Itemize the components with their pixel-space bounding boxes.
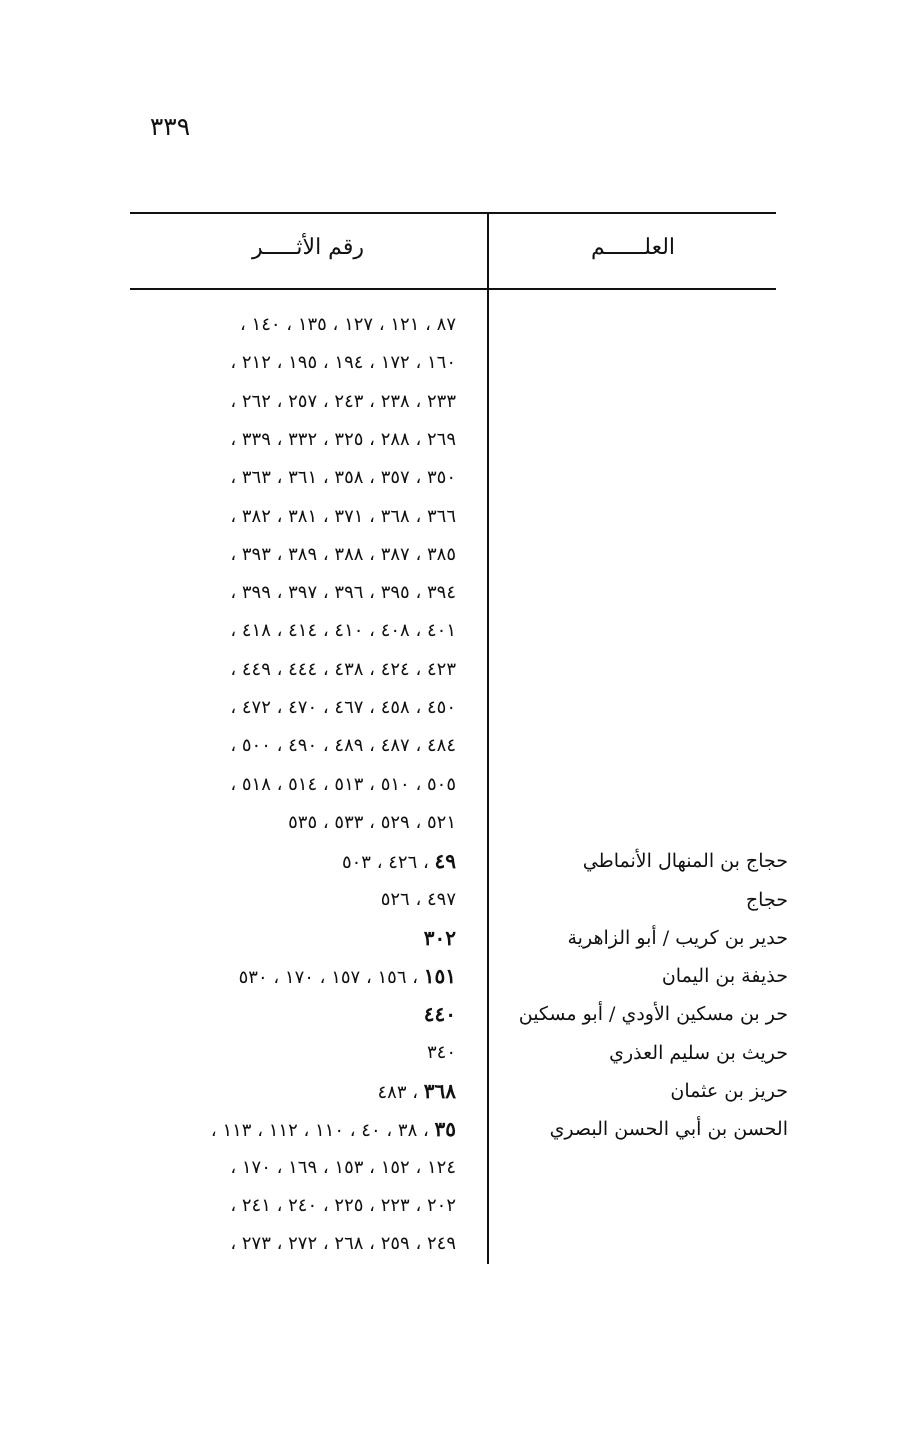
- comma-separator: ،: [417, 1120, 435, 1141]
- reference-number: ٤٠٨: [380, 620, 410, 641]
- reference-number: ٣٥٨: [334, 467, 364, 488]
- reference-numbers: [118, 995, 456, 1035]
- comma-separator: ،: [363, 812, 381, 833]
- reference-number: ٤٢٦: [388, 852, 418, 873]
- index-row: [0, 766, 902, 804]
- reference-number: ٣٨: [397, 1120, 418, 1141]
- comma-separator: ،: [230, 659, 242, 680]
- index-row: [0, 383, 902, 421]
- comma-separator: ،: [230, 582, 242, 603]
- comma-separator: ،: [370, 852, 389, 873]
- index-row: [0, 727, 902, 765]
- comma-separator: ،: [317, 774, 335, 795]
- reference-number: ٤٢٤: [380, 659, 410, 680]
- reference-number: ١٧٠: [241, 1157, 271, 1178]
- column-header-name: العلــــــم: [590, 235, 676, 260]
- reference-number: ٤٨٩: [334, 735, 364, 756]
- reference-number: ٤٤٠: [423, 1002, 456, 1026]
- person-name: حر بن مسكين الأودي / أبو مسكين: [518, 1003, 788, 1025]
- reference-number: ٣٩٣: [241, 544, 271, 565]
- comma-separator: ،: [363, 429, 381, 450]
- reference-number: ٢٢٥: [334, 1195, 364, 1216]
- reference-number: ٥٠٣: [341, 852, 371, 873]
- comma-separator: ،: [317, 582, 335, 603]
- reference-number: ٢٦٨: [334, 1233, 364, 1254]
- comma-separator: ،: [317, 697, 335, 718]
- reference-number: ٣٥: [434, 1117, 456, 1141]
- comma-separator: ،: [230, 429, 242, 450]
- reference-number: ٤٤٩: [241, 659, 271, 680]
- comma-separator: ،: [270, 735, 289, 756]
- reference-number: ٤٩٠: [288, 735, 318, 756]
- reference-number: ٣٦٨: [423, 1079, 456, 1103]
- comma-separator: ،: [409, 391, 427, 412]
- reference-number: ٣٦٣: [241, 467, 271, 488]
- reference-number: ٢٨٨: [380, 429, 410, 450]
- comma-separator: ،: [270, 659, 289, 680]
- comma-separator: ،: [270, 1195, 289, 1216]
- comma-separator: ،: [406, 1082, 424, 1103]
- comma-separator: ،: [409, 467, 427, 488]
- reference-number: ٢٤١: [241, 1195, 271, 1216]
- reference-number: ٣٧١: [334, 506, 364, 527]
- comma-separator: ،: [270, 620, 289, 641]
- reference-number: ٢٤٠: [288, 1195, 318, 1216]
- reference-number: ٥١٠: [380, 774, 410, 795]
- reference-number: ٥٠٥: [426, 774, 456, 795]
- reference-number: ٣٨٥: [426, 544, 456, 565]
- comma-separator: ،: [363, 774, 381, 795]
- index-row: [0, 574, 902, 612]
- comma-separator: ،: [326, 314, 345, 335]
- person-name: الحسن بن أبي الحسن البصري: [549, 1118, 788, 1140]
- comma-separator: ،: [270, 697, 289, 718]
- comma-separator: ،: [230, 697, 242, 718]
- comma-separator: ،: [317, 467, 335, 488]
- comma-separator: ،: [251, 1120, 269, 1141]
- reference-number: ٣٩٤: [426, 582, 456, 603]
- comma-separator: ،: [230, 352, 242, 373]
- reference-number: ٥٢١: [426, 812, 456, 833]
- comma-separator: ،: [363, 1157, 381, 1178]
- comma-separator: ،: [270, 352, 289, 373]
- comma-separator: ،: [230, 467, 242, 488]
- reference-number: ٢٦٢: [241, 391, 271, 412]
- comma-separator: ،: [317, 352, 335, 373]
- index-row: [0, 804, 902, 842]
- reference-number: ٥٣٥: [288, 812, 318, 833]
- reference-number: ٤٨٤: [426, 735, 456, 756]
- reference-number: ٢٢٣: [380, 1195, 410, 1216]
- comma-separator: ،: [270, 1157, 289, 1178]
- reference-numbers: [118, 459, 456, 497]
- index-row: [0, 421, 902, 459]
- reference-number: ١٥١: [423, 964, 456, 988]
- reference-number: ١٣٥: [297, 314, 327, 335]
- reference-numbers: [118, 612, 456, 650]
- reference-numbers: [118, 651, 456, 689]
- person-name: حذيفة بن اليمان: [661, 965, 788, 987]
- reference-number: ٣٨٢: [241, 506, 271, 527]
- comma-separator: ،: [210, 1120, 223, 1141]
- index-row: [0, 498, 902, 536]
- reference-number: ٤٥٠: [426, 697, 456, 718]
- comma-separator: ،: [270, 774, 289, 795]
- comma-separator: ،: [363, 391, 381, 412]
- reference-numbers: [118, 1072, 456, 1112]
- index-row: [0, 1072, 902, 1110]
- comma-separator: ،: [380, 1120, 398, 1141]
- comma-separator: ،: [270, 582, 289, 603]
- reference-numbers: [118, 344, 456, 382]
- reference-number: ٥٠٠: [241, 735, 271, 756]
- person-name: حدير بن كريب / أبو الزاهرية: [567, 927, 788, 949]
- comma-separator: ،: [363, 1195, 381, 1216]
- reference-number: ٤٦٧: [334, 697, 364, 718]
- reference-number: ٣٣٢: [288, 429, 318, 450]
- reference-number: ٢٥٧: [288, 391, 318, 412]
- comma-separator: ،: [267, 967, 285, 988]
- reference-numbers: [118, 881, 456, 919]
- comma-separator: ،: [409, 352, 427, 373]
- reference-number: ٣٩٥: [380, 582, 410, 603]
- reference-number: ٤٤٤: [288, 659, 318, 680]
- reference-numbers: [118, 383, 456, 421]
- reference-number: ٢٠٢: [426, 1195, 456, 1216]
- reference-numbers: [118, 766, 456, 804]
- reference-numbers: [118, 1034, 456, 1072]
- comma-separator: ،: [230, 620, 242, 641]
- comma-separator: ،: [317, 812, 335, 833]
- comma-separator: ،: [409, 812, 427, 833]
- reference-number: ٣٦٦: [426, 506, 456, 527]
- person-name: حجاج: [745, 889, 788, 911]
- reference-number: ٣٥٠: [426, 467, 456, 488]
- reference-number: ٥١٣: [334, 774, 364, 795]
- reference-number: ١٩٤: [334, 352, 364, 373]
- reference-number: ١٩٥: [288, 352, 318, 373]
- index-row: [0, 1149, 902, 1187]
- reference-number: ١٥٢: [380, 1157, 410, 1178]
- index-row: [0, 344, 902, 382]
- index-row: [0, 689, 902, 727]
- comma-separator: ،: [363, 735, 381, 756]
- reference-number: ٥٣٠: [238, 967, 268, 988]
- reference-number: ٢٥٩: [380, 1233, 410, 1254]
- reference-number: ٣٩٦: [334, 582, 364, 603]
- reference-number: ٥٣٣: [334, 812, 364, 833]
- reference-number: ١٧٠: [284, 967, 314, 988]
- comma-separator: ،: [409, 506, 427, 527]
- comma-separator: ،: [317, 506, 335, 527]
- reference-number: ١٢١: [390, 314, 420, 335]
- index-row: [0, 842, 902, 880]
- comma-separator: ،: [270, 467, 289, 488]
- comma-separator: ،: [317, 429, 335, 450]
- comma-separator: ،: [363, 1233, 381, 1254]
- comma-separator: ،: [240, 314, 252, 335]
- reference-number: ٢٣٨: [380, 391, 410, 412]
- person-name: حريز بن عثمان: [670, 1080, 788, 1102]
- reference-numbers: [118, 957, 456, 997]
- comma-separator: ،: [317, 391, 335, 412]
- comma-separator: ،: [409, 659, 427, 680]
- reference-number: ٤٨٧: [380, 735, 410, 756]
- reference-number: ٤٩٧: [426, 889, 456, 910]
- index-row: [0, 459, 902, 497]
- comma-separator: ،: [270, 429, 289, 450]
- reference-numbers: [118, 804, 456, 842]
- comma-separator: ،: [280, 314, 298, 335]
- comma-separator: ،: [409, 697, 427, 718]
- comma-separator: ،: [409, 774, 427, 795]
- comma-separator: ،: [344, 1120, 362, 1141]
- comma-separator: ،: [409, 582, 427, 603]
- index-row: [0, 536, 902, 574]
- reference-number: ٥١٨: [241, 774, 271, 795]
- comma-separator: ،: [230, 1233, 242, 1254]
- reference-number: ٢٦٩: [426, 429, 456, 450]
- reference-number: ١٥٦: [377, 967, 407, 988]
- comma-separator: ،: [270, 506, 289, 527]
- index-row: [0, 995, 902, 1033]
- reference-number: ٤١٨: [241, 620, 271, 641]
- index-row: [0, 1034, 902, 1072]
- comma-separator: ،: [317, 620, 335, 641]
- reference-number: ٣٨٧: [380, 544, 410, 565]
- reference-numbers: [118, 842, 456, 882]
- reference-number: ١٤٠: [251, 314, 281, 335]
- comma-separator: ،: [230, 1195, 242, 1216]
- comma-separator: ،: [363, 659, 381, 680]
- reference-number: ٢٣٣: [426, 391, 456, 412]
- index-row: [0, 881, 902, 919]
- comma-separator: ،: [270, 1233, 289, 1254]
- reference-number: ٣٨٨: [334, 544, 364, 565]
- reference-number: ٤٩: [434, 849, 456, 873]
- reference-numbers: [118, 306, 456, 344]
- reference-number: ١١٢: [268, 1120, 298, 1141]
- reference-number: ١٥٧: [331, 967, 361, 988]
- comma-separator: ،: [363, 697, 381, 718]
- reference-number: ٣٨١: [288, 506, 318, 527]
- reference-numbers: [118, 689, 456, 727]
- comma-separator: ،: [363, 620, 381, 641]
- page-number: ٣٣٩: [149, 112, 191, 141]
- reference-number: ٢١٢: [241, 352, 271, 373]
- comma-separator: ،: [317, 1195, 335, 1216]
- reference-number: ٤١٤: [288, 620, 318, 641]
- reference-numbers: [118, 421, 456, 459]
- reference-number: ٤٥٨: [380, 697, 410, 718]
- reference-number: ٣٢٥: [334, 429, 364, 450]
- comma-separator: ،: [230, 1157, 242, 1178]
- reference-numbers: [118, 498, 456, 536]
- comma-separator: ،: [230, 544, 242, 565]
- column-header-reference: رقم الأثـــــر: [252, 235, 364, 260]
- reference-numbers: [118, 536, 456, 574]
- comma-separator: ،: [363, 506, 381, 527]
- comma-separator: ،: [409, 1157, 427, 1178]
- reference-number: ٤٠١: [426, 620, 456, 641]
- comma-separator: ،: [409, 735, 427, 756]
- reference-number: ٤٠: [361, 1120, 381, 1141]
- reference-number: ٣٤٠: [426, 1042, 456, 1063]
- comma-separator: ،: [317, 1157, 335, 1178]
- reference-numbers: [118, 919, 456, 959]
- index-row: [0, 651, 902, 689]
- reference-numbers: [118, 1187, 456, 1225]
- comma-separator: ،: [230, 774, 242, 795]
- comma-separator: ،: [230, 506, 242, 527]
- reference-number: ٣٨٩: [288, 544, 318, 565]
- reference-number: ٤٣٨: [334, 659, 364, 680]
- reference-numbers: [118, 574, 456, 612]
- reference-number: ١٦٠: [426, 352, 456, 373]
- comma-separator: ،: [317, 735, 335, 756]
- reference-number: ٢٤٩: [426, 1233, 456, 1254]
- reference-number: ٥١٤: [288, 774, 318, 795]
- reference-numbers: [118, 727, 456, 765]
- index-row: [0, 306, 902, 344]
- reference-number: ١٦٩: [288, 1157, 318, 1178]
- person-name: حريث بن سليم العذري: [609, 1042, 788, 1064]
- reference-number: ٣٥٧: [380, 467, 410, 488]
- comma-separator: ،: [317, 544, 335, 565]
- comma-separator: ،: [419, 314, 437, 335]
- index-row: [0, 1187, 902, 1225]
- comma-separator: ،: [363, 467, 381, 488]
- comma-separator: ،: [313, 967, 332, 988]
- index-row: [0, 957, 902, 995]
- comma-separator: ،: [317, 659, 335, 680]
- reference-number: ٣٣٩: [241, 429, 271, 450]
- reference-numbers: [118, 1225, 456, 1263]
- index-row: [0, 612, 902, 650]
- reference-number: ٣٦٨: [380, 506, 410, 527]
- reference-number: ٣٦١: [288, 467, 318, 488]
- reference-number: ١٥٣: [334, 1157, 364, 1178]
- reference-number: ٣٩٧: [288, 582, 318, 603]
- reference-number: ٣٠٢: [423, 926, 456, 950]
- comma-separator: ،: [409, 544, 427, 565]
- reference-number: ٨٧: [436, 314, 456, 335]
- reference-number: ١١٣: [222, 1120, 252, 1141]
- reference-number: ١٢٧: [344, 314, 374, 335]
- reference-number: ٥٢٩: [380, 812, 410, 833]
- comma-separator: ،: [409, 620, 427, 641]
- reference-number: ٢٤٣: [334, 391, 364, 412]
- comma-separator: ،: [270, 544, 289, 565]
- comma-separator: ،: [363, 352, 381, 373]
- reference-numbers: [118, 1149, 456, 1187]
- reference-number: ٤٨٣: [377, 1082, 407, 1103]
- index-row: [0, 1110, 902, 1148]
- reference-number: ٣٩٩: [241, 582, 271, 603]
- comma-separator: ،: [363, 582, 381, 603]
- comma-separator: ،: [363, 544, 381, 565]
- comma-separator: ،: [409, 889, 427, 910]
- comma-separator: ،: [297, 1120, 316, 1141]
- table-top-rule: [130, 212, 776, 214]
- comma-separator: ،: [230, 735, 242, 756]
- comma-separator: ،: [409, 429, 427, 450]
- person-name: حجاج بن المنهال الأنماطي: [582, 850, 788, 872]
- index-row: [0, 1225, 902, 1263]
- reference-number: ٤٧٠: [288, 697, 318, 718]
- comma-separator: ،: [270, 391, 289, 412]
- reference-number: ٢٧٢: [288, 1233, 318, 1254]
- reference-numbers: [118, 1110, 456, 1150]
- comma-separator: ،: [406, 967, 424, 988]
- reference-number: ١١٠: [315, 1120, 345, 1141]
- index-row: [0, 919, 902, 957]
- comma-separator: ،: [230, 391, 242, 412]
- reference-number: ٥٢٦: [380, 889, 410, 910]
- reference-number: ٤٧٢: [241, 697, 271, 718]
- comma-separator: ،: [417, 852, 435, 873]
- comma-separator: ،: [317, 1233, 335, 1254]
- reference-number: ٢٧٣: [241, 1233, 271, 1254]
- table-header-rule: [130, 288, 776, 290]
- reference-number: ٤١٠: [334, 620, 364, 641]
- comma-separator: ،: [373, 314, 391, 335]
- comma-separator: ،: [409, 1195, 427, 1216]
- comma-separator: ،: [409, 1233, 427, 1254]
- reference-number: ١٧٢: [380, 352, 410, 373]
- reference-number: ٤٢٣: [426, 659, 456, 680]
- comma-separator: ،: [360, 967, 378, 988]
- reference-number: ١٢٤: [426, 1157, 456, 1178]
